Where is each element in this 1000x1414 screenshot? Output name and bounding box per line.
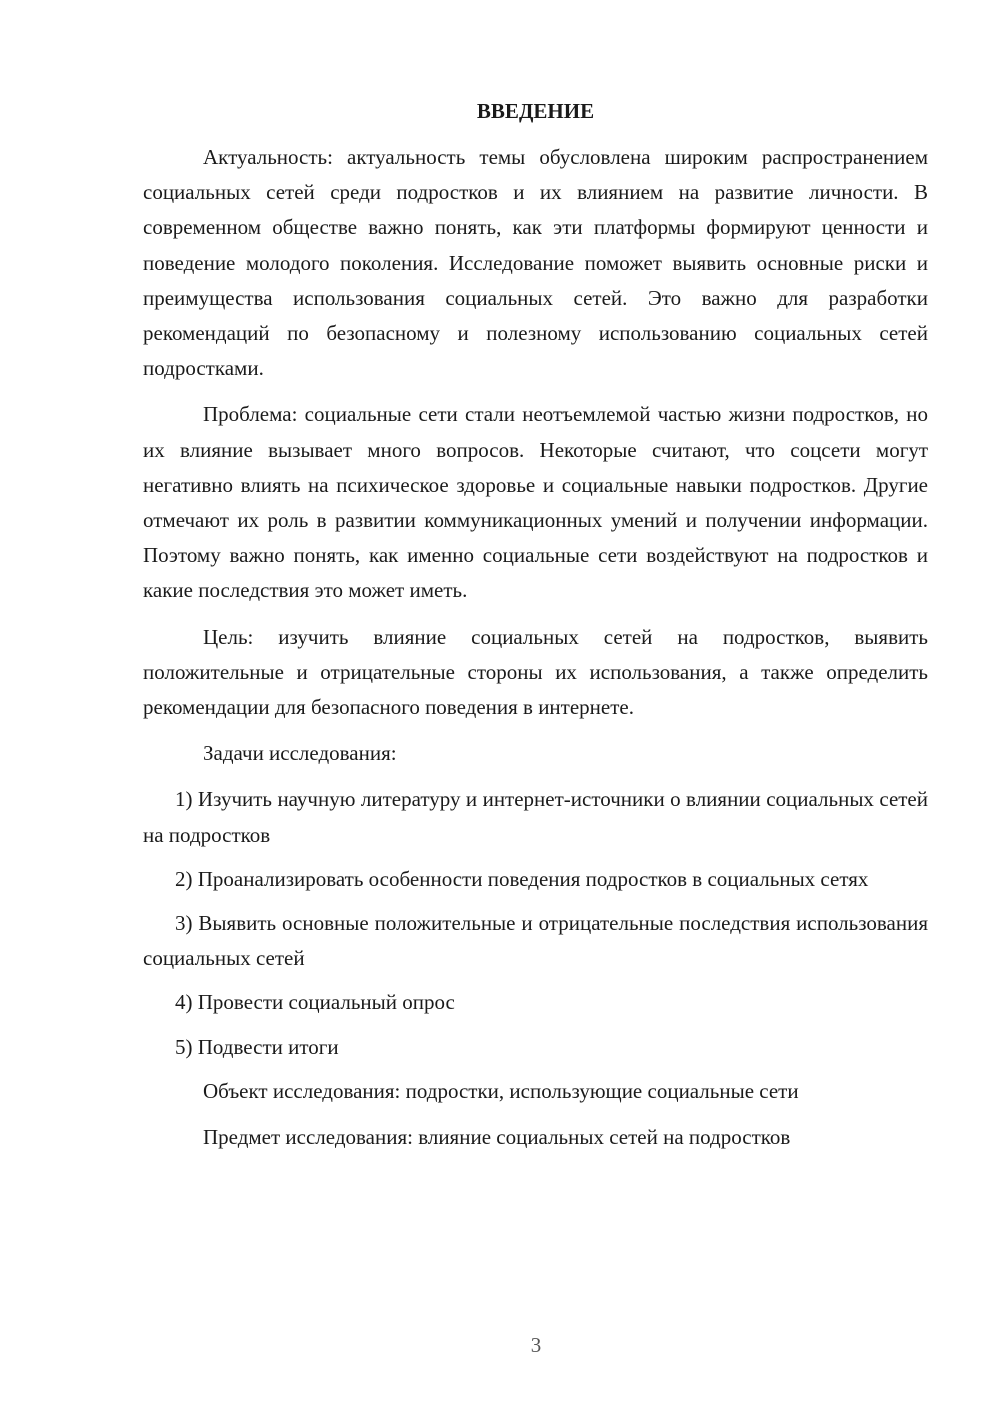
goal-paragraph: Цель: изучить влияние социальных сетей на подростков, выявить положительные и отрицательные стороны их использования, а также определить рекомендации для безопасного поведения в интернете. — [143, 624, 928, 720]
page-title: ВВЕДЕНИЕ — [476, 99, 595, 123]
task-item: 2) Проанализировать особенности поведения подростков в социальных сетях — [175, 866, 869, 891]
task-item: 1) Изучить научную литературу и интернет-источники о влиянии социальных сетей на подростков — [143, 787, 928, 847]
task-item: 5) Подвести итоги — [175, 1034, 339, 1059]
problem-paragraph: Проблема: социальные сети стали неотъемлемой частью жизни подростков, но их влияние вызывает много вопросов. Некоторые считают, что соцсети могут негативно влиять на психическое здоровье и социальные навыки подростков. Другие отмечают их роль в развитии коммуникационных умений и получении информации. Поэтому важно понять, как именно социальные сети воздействуют на подростков и какие последствия это может иметь. — [143, 402, 928, 603]
page-number: 3 — [530, 1333, 542, 1357]
research-object: Объект исследования: подростки, использующие социальные сети — [203, 1078, 799, 1103]
document-page — [143, 96, 928, 1166]
research-subject: Предмет исследования: влияние социальных сетей на подростков — [203, 1125, 791, 1150]
tasks-heading: Задачи исследования: — [203, 741, 397, 766]
task-item: 3) Выявить основные положительные и отрицательные последствия использования социальных сетей — [143, 911, 928, 971]
relevance-paragraph: Актуальность: актуальность темы обусловлена широким распространением социальных сетей среди подростков и их влиянием на развитие личности. В современном обществе важно понять, как эти платформы формируют ценности и поведение молодого поколения. Исследование поможет выявить основные риски и преимущества использования социальных сетей. Это важно для разработки рекомендаций по безопасному и полезному использованию социальных сетей подростками. — [143, 145, 928, 381]
task-item: 4) Провести социальный опрос — [175, 990, 455, 1015]
